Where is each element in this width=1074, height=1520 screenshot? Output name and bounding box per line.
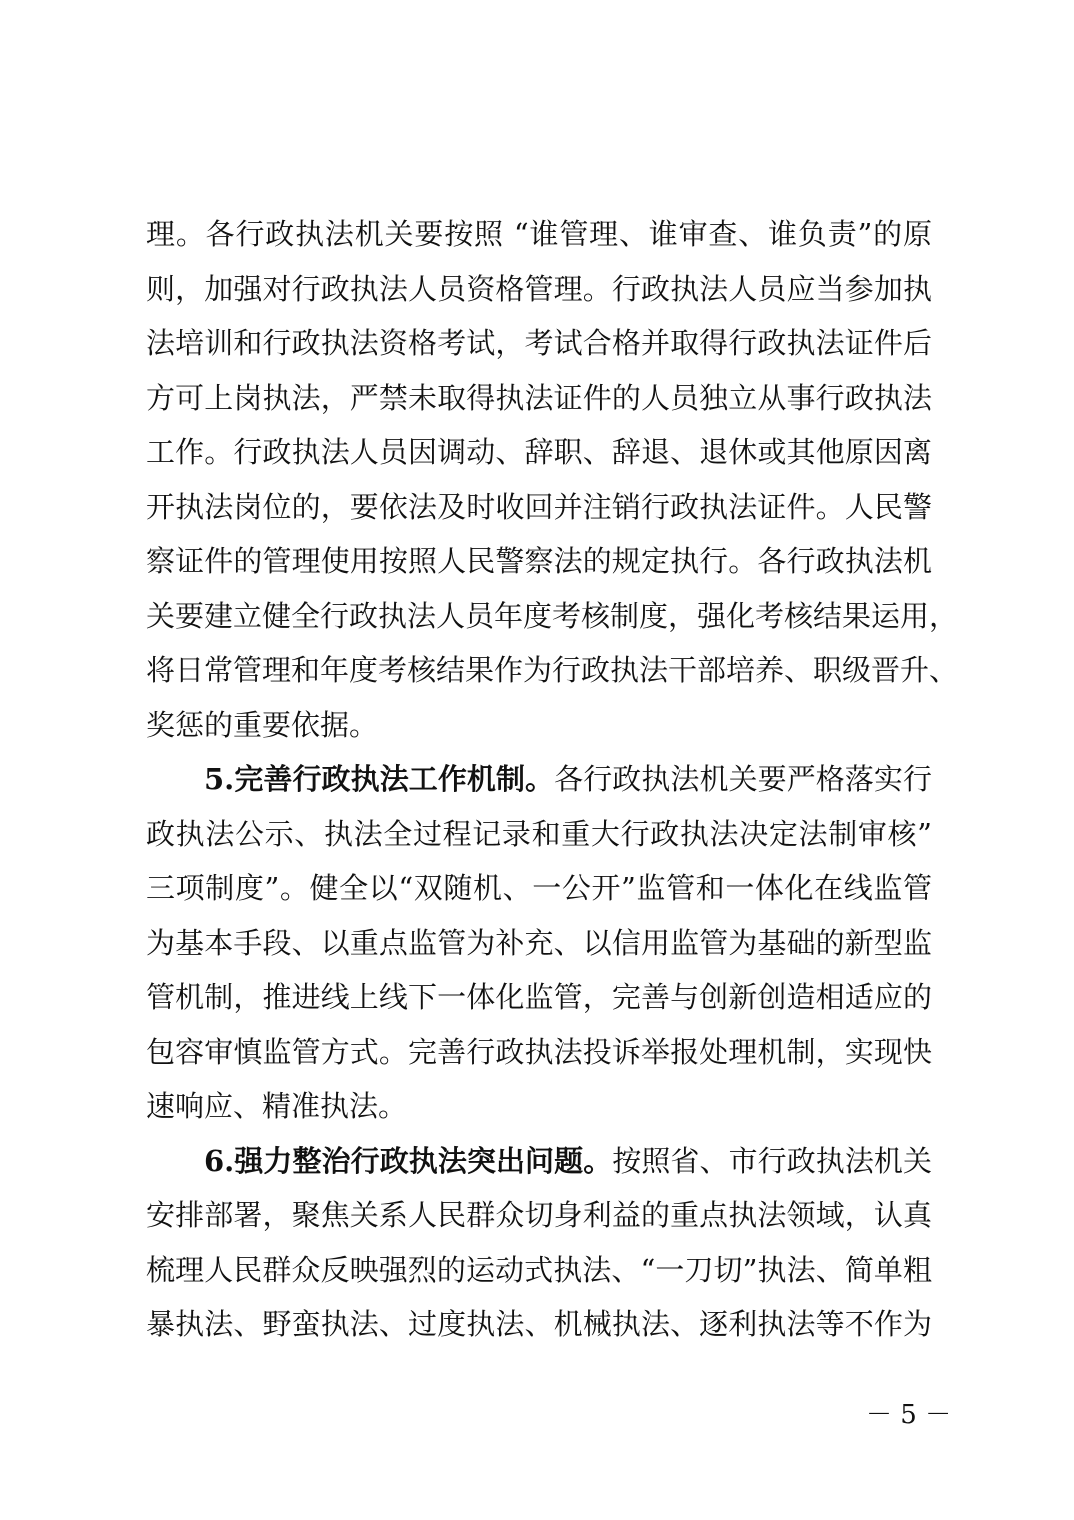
- text-line: 梳理人民群众反映强烈的运动式执法、“一刀切”执法、简单粗: [146, 1252, 932, 1287]
- text-line: 三项制度”。健全以“双随机、一公开”监管和一体化在线监管: [146, 871, 932, 905]
- text-line: 为基本手段、以重点监管为补充、以信用监管为基础的新型监: [146, 925, 932, 960]
- text-line: 速响应、精准执法。: [146, 1089, 408, 1123]
- text-line: 包容审慎监管方式。完善行政执法投诉举报处理机制，实现快: [146, 1034, 932, 1069]
- section-5-first-line: [146, 752, 932, 807]
- section-5-text: 各行政执法机关要严格落实行: [554, 762, 932, 796]
- text-line: 关要建立健全行政执法人员年度考核制度，强化考核结果运用，: [146, 598, 959, 633]
- section-5-heading: 5.完善行政执法工作机制。: [204, 762, 555, 796]
- text-line: 奖惩的重要依据。: [146, 707, 379, 742]
- text-line: 开执法岗位的，要依法及时收回并注销行政执法证件。人民警: [146, 489, 932, 524]
- text-line: 察证件的管理使用按照人民警察法的规定执行。各行政执法机: [146, 544, 932, 578]
- text-line: 管机制，推进线上线下一体化监管，完善与创新创造相适应的: [146, 980, 932, 1014]
- text-line: 暴执法、野蛮执法、过度执法、机械执法、逐利执法等不作为: [146, 1307, 932, 1341]
- text-line: 法培训和行政执法资格考试，考试合格并取得行政执法证件后: [146, 326, 932, 360]
- text-line: 政执法公示、执法全过程记录和重大行政执法决定法制审核”: [146, 816, 932, 851]
- text-line: 理。各行政执法机关要按照 “谁管理、谁审查、谁负责”的原: [146, 217, 932, 251]
- section-6-heading: 6.强力整治行政执法突出问题。: [204, 1143, 613, 1178]
- text-line: 方可上岗执法，严禁未取得执法证件的人员独立从事行政执法: [146, 380, 932, 415]
- text-line: 工作。行政执法人员因调动、辞职、辞退、退休或其他原因离: [146, 435, 932, 469]
- page-number: － 5 －: [866, 1400, 952, 1430]
- section-6-first-line: [146, 1134, 932, 1189]
- document-body: [146, 207, 959, 1352]
- text-line: 安排部署，聚焦关系人民群众切身利益的重点执法领域，认真: [146, 1198, 932, 1232]
- text-line: 将日常管理和年度考核结果作为行政执法干部培养、职级晋升、: [146, 653, 959, 687]
- section-6-text: 按照省、市行政执法机关: [612, 1143, 932, 1178]
- text-line: 则，加强对行政执法人员资格管理。行政执法人员应当参加执: [146, 271, 932, 306]
